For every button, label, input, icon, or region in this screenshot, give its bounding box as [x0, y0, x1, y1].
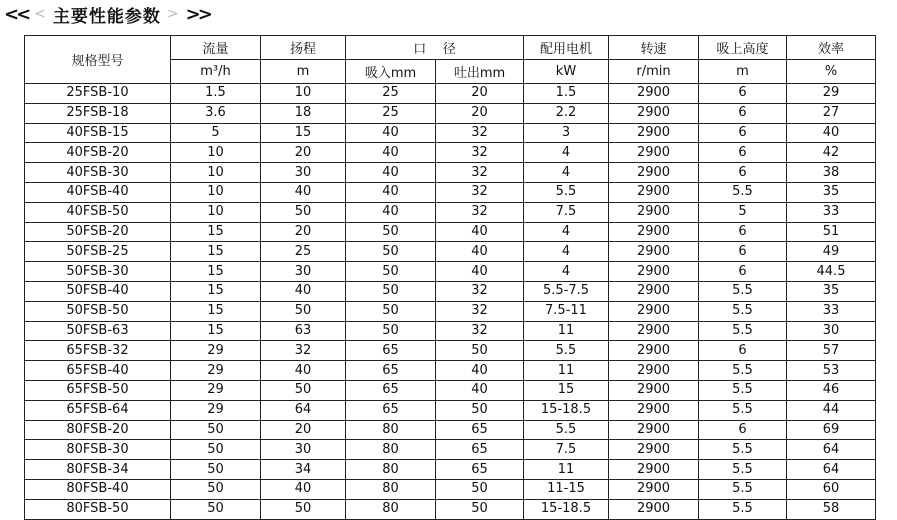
- inlet-cell: 50: [346, 262, 436, 282]
- speed-cell: 2900: [609, 143, 699, 163]
- outlet-cell: 20: [436, 103, 524, 123]
- outlet-cell: 32: [436, 163, 524, 183]
- model-cell: 50FSB-20: [25, 222, 171, 242]
- outlet-cell: 40: [436, 380, 524, 400]
- table-row: [25, 460, 876, 480]
- inlet-cell: 50: [346, 222, 436, 242]
- model-cell: 65FSB-32: [25, 341, 171, 361]
- motor-cell: 7.5: [524, 202, 609, 222]
- flow-cell: 29: [171, 361, 261, 381]
- header-diameter: 口 径: [346, 36, 524, 60]
- motor-cell: 5.5: [524, 420, 609, 440]
- suction-cell: 6: [699, 242, 787, 262]
- inlet-cell: 50: [346, 242, 436, 262]
- speed-cell: 2900: [609, 242, 699, 262]
- spec-table-container: [24, 35, 875, 517]
- table-row: [25, 143, 876, 163]
- header-motor-unit: kW: [524, 60, 609, 84]
- flow-cell: 5: [171, 123, 261, 143]
- motor-cell: 11-15: [524, 479, 609, 499]
- table-row: [25, 84, 876, 104]
- model-cell: 25FSB-10: [25, 84, 171, 104]
- outlet-cell: 32: [436, 143, 524, 163]
- motor-cell: 4: [524, 262, 609, 282]
- suction-cell: 6: [699, 123, 787, 143]
- suction-cell: 5.5: [699, 361, 787, 381]
- table-row: [25, 262, 876, 282]
- suction-cell: 6: [699, 222, 787, 242]
- suction-cell: 6: [699, 103, 787, 123]
- motor-cell: 1.5: [524, 84, 609, 104]
- suction-cell: 6: [699, 420, 787, 440]
- speed-cell: 2900: [609, 361, 699, 381]
- inlet-cell: 80: [346, 420, 436, 440]
- suction-cell: 6: [699, 341, 787, 361]
- speed-cell: 2900: [609, 380, 699, 400]
- model-cell: 40FSB-30: [25, 163, 171, 183]
- flow-cell: 29: [171, 341, 261, 361]
- inlet-cell: 65: [346, 361, 436, 381]
- motor-cell: 15-18.5: [524, 400, 609, 420]
- table-row: [25, 341, 876, 361]
- speed-cell: 2900: [609, 301, 699, 321]
- right-small-mark: >: [166, 6, 180, 22]
- motor-cell: 4: [524, 163, 609, 183]
- head-cell: 50: [261, 380, 346, 400]
- efficiency-cell: 33: [787, 301, 876, 321]
- head-cell: 40: [261, 361, 346, 381]
- left-guillemet-mark: <<: [4, 3, 29, 25]
- speed-cell: 2900: [609, 123, 699, 143]
- model-cell: 65FSB-50: [25, 380, 171, 400]
- head-cell: 20: [261, 143, 346, 163]
- efficiency-cell: 69: [787, 420, 876, 440]
- efficiency-cell: 35: [787, 182, 876, 202]
- table-row: [25, 440, 876, 460]
- efficiency-cell: 27: [787, 103, 876, 123]
- motor-cell: 3: [524, 123, 609, 143]
- efficiency-cell: 35: [787, 281, 876, 301]
- header-flow-unit: m³/h: [171, 60, 261, 84]
- model-cell: 80FSB-50: [25, 499, 171, 519]
- efficiency-cell: 60: [787, 479, 876, 499]
- header-suction: 吸上高度: [699, 36, 787, 60]
- outlet-cell: 65: [436, 440, 524, 460]
- head-cell: 30: [261, 262, 346, 282]
- efficiency-cell: 51: [787, 222, 876, 242]
- suction-cell: 5: [699, 202, 787, 222]
- model-cell: 80FSB-20: [25, 420, 171, 440]
- suction-cell: 6: [699, 163, 787, 183]
- efficiency-cell: 42: [787, 143, 876, 163]
- flow-cell: 50: [171, 440, 261, 460]
- model-cell: 65FSB-40: [25, 361, 171, 381]
- speed-cell: 2900: [609, 103, 699, 123]
- suction-cell: 5.5: [699, 182, 787, 202]
- head-cell: 50: [261, 202, 346, 222]
- flow-cell: 29: [171, 380, 261, 400]
- header-motor: 配用电机: [524, 36, 609, 60]
- model-cell: 50FSB-63: [25, 321, 171, 341]
- table-row: [25, 321, 876, 341]
- suction-cell: 5.5: [699, 281, 787, 301]
- outlet-cell: 40: [436, 361, 524, 381]
- efficiency-cell: 46: [787, 380, 876, 400]
- head-cell: 40: [261, 479, 346, 499]
- speed-cell: 2900: [609, 420, 699, 440]
- flow-cell: 15: [171, 321, 261, 341]
- model-cell: 25FSB-18: [25, 103, 171, 123]
- inlet-cell: 40: [346, 143, 436, 163]
- motor-cell: 7.5-11: [524, 301, 609, 321]
- table-row: [25, 479, 876, 499]
- model-cell: 40FSB-20: [25, 143, 171, 163]
- section-heading: [4, 2, 210, 26]
- efficiency-cell: 53: [787, 361, 876, 381]
- inlet-cell: 40: [346, 182, 436, 202]
- model-cell: 50FSB-30: [25, 262, 171, 282]
- header-efficiency-unit: %: [787, 60, 876, 84]
- motor-cell: 7.5: [524, 440, 609, 460]
- motor-cell: 4: [524, 222, 609, 242]
- header-outlet: 吐出mm: [436, 60, 524, 84]
- suction-cell: 5.5: [699, 380, 787, 400]
- outlet-cell: 32: [436, 281, 524, 301]
- model-cell: 40FSB-40: [25, 182, 171, 202]
- speed-cell: 2900: [609, 202, 699, 222]
- speed-cell: 2900: [609, 84, 699, 104]
- table-row: [25, 380, 876, 400]
- outlet-cell: 65: [436, 420, 524, 440]
- inlet-cell: 80: [346, 460, 436, 480]
- head-cell: 30: [261, 440, 346, 460]
- speed-cell: 2900: [609, 222, 699, 242]
- head-cell: 20: [261, 420, 346, 440]
- outlet-cell: 40: [436, 222, 524, 242]
- model-cell: 50FSB-40: [25, 281, 171, 301]
- model-cell: 50FSB-25: [25, 242, 171, 262]
- suction-cell: 5.5: [699, 440, 787, 460]
- inlet-cell: 40: [346, 123, 436, 143]
- efficiency-cell: 33: [787, 202, 876, 222]
- efficiency-cell: 29: [787, 84, 876, 104]
- table-row: [25, 301, 876, 321]
- outlet-cell: 65: [436, 460, 524, 480]
- flow-cell: 10: [171, 163, 261, 183]
- header-inlet: 吸入mm: [346, 60, 436, 84]
- efficiency-cell: 44.5: [787, 262, 876, 282]
- outlet-cell: 50: [436, 499, 524, 519]
- efficiency-cell: 58: [787, 499, 876, 519]
- flow-cell: 29: [171, 400, 261, 420]
- table-row: [25, 281, 876, 301]
- model-cell: 80FSB-34: [25, 460, 171, 480]
- header-model: 规格型号: [25, 36, 171, 84]
- header-head: 扬程: [261, 36, 346, 60]
- table-row: [25, 202, 876, 222]
- head-cell: 40: [261, 281, 346, 301]
- speed-cell: 2900: [609, 281, 699, 301]
- motor-cell: 4: [524, 242, 609, 262]
- table-row: [25, 163, 876, 183]
- model-cell: 40FSB-15: [25, 123, 171, 143]
- inlet-cell: 65: [346, 400, 436, 420]
- flow-cell: 15: [171, 222, 261, 242]
- motor-cell: 4: [524, 143, 609, 163]
- speed-cell: 2900: [609, 400, 699, 420]
- motor-cell: 11: [524, 361, 609, 381]
- table-row: [25, 499, 876, 519]
- motor-cell: 15-18.5: [524, 499, 609, 519]
- head-cell: 25: [261, 242, 346, 262]
- suction-cell: 5.5: [699, 499, 787, 519]
- head-cell: 63: [261, 321, 346, 341]
- inlet-cell: 50: [346, 321, 436, 341]
- page-title: 主要性能参数: [52, 6, 161, 27]
- outlet-cell: 20: [436, 84, 524, 104]
- inlet-cell: 50: [346, 301, 436, 321]
- speed-cell: 2900: [609, 341, 699, 361]
- inlet-cell: 80: [346, 479, 436, 499]
- table-header: [25, 36, 876, 84]
- model-cell: 65FSB-64: [25, 400, 171, 420]
- left-small-mark: <: [34, 6, 47, 22]
- speed-cell: 2900: [609, 321, 699, 341]
- flow-cell: 50: [171, 479, 261, 499]
- motor-cell: 5.5: [524, 182, 609, 202]
- table-row: [25, 400, 876, 420]
- outlet-cell: 32: [436, 182, 524, 202]
- flow-cell: 10: [171, 143, 261, 163]
- flow-cell: 1.5: [171, 84, 261, 104]
- model-cell: 80FSB-40: [25, 479, 171, 499]
- header-speed: 转速: [609, 36, 699, 60]
- head-cell: 15: [261, 123, 346, 143]
- table-row: [25, 242, 876, 262]
- efficiency-cell: 64: [787, 440, 876, 460]
- efficiency-cell: 30: [787, 321, 876, 341]
- inlet-cell: 50: [346, 281, 436, 301]
- speed-cell: 2900: [609, 479, 699, 499]
- head-cell: 64: [261, 400, 346, 420]
- outlet-cell: 32: [436, 123, 524, 143]
- efficiency-cell: 57: [787, 341, 876, 361]
- header-head-unit: m: [261, 60, 346, 84]
- inlet-cell: 65: [346, 380, 436, 400]
- outlet-cell: 50: [436, 400, 524, 420]
- motor-cell: 5.5: [524, 341, 609, 361]
- speed-cell: 2900: [609, 460, 699, 480]
- outlet-cell: 40: [436, 242, 524, 262]
- outlet-cell: 50: [436, 341, 524, 361]
- head-cell: 34: [261, 460, 346, 480]
- inlet-cell: 40: [346, 163, 436, 183]
- flow-cell: 15: [171, 242, 261, 262]
- suction-cell: 5.5: [699, 321, 787, 341]
- head-cell: 10: [261, 84, 346, 104]
- flow-cell: 10: [171, 182, 261, 202]
- flow-cell: 50: [171, 499, 261, 519]
- header-flow: 流量: [171, 36, 261, 60]
- flow-cell: 10: [171, 202, 261, 222]
- model-cell: 40FSB-50: [25, 202, 171, 222]
- speed-cell: 2900: [609, 182, 699, 202]
- flow-cell: 15: [171, 301, 261, 321]
- speed-cell: 2900: [609, 499, 699, 519]
- table-row: [25, 103, 876, 123]
- flow-cell: 3.6: [171, 103, 261, 123]
- suction-cell: 5.5: [699, 460, 787, 480]
- speed-cell: 2900: [609, 163, 699, 183]
- motor-cell: 15: [524, 380, 609, 400]
- motor-cell: 5.5-7.5: [524, 281, 609, 301]
- motor-cell: 2.2: [524, 103, 609, 123]
- table-body: [25, 84, 876, 520]
- flow-cell: 50: [171, 420, 261, 440]
- head-cell: 50: [261, 499, 346, 519]
- inlet-cell: 80: [346, 499, 436, 519]
- suction-cell: 5.5: [699, 400, 787, 420]
- inlet-cell: 40: [346, 202, 436, 222]
- inlet-cell: 65: [346, 341, 436, 361]
- inlet-cell: 25: [346, 103, 436, 123]
- head-cell: 30: [261, 163, 346, 183]
- head-cell: 50: [261, 301, 346, 321]
- head-cell: 40: [261, 182, 346, 202]
- flow-cell: 15: [171, 281, 261, 301]
- outlet-cell: 32: [436, 202, 524, 222]
- table-row: [25, 420, 876, 440]
- table-row: [25, 361, 876, 381]
- efficiency-cell: 49: [787, 242, 876, 262]
- model-cell: 80FSB-30: [25, 440, 171, 460]
- head-cell: 32: [261, 341, 346, 361]
- speed-cell: 2900: [609, 440, 699, 460]
- table-row: [25, 182, 876, 202]
- suction-cell: 6: [699, 262, 787, 282]
- spec-table: [24, 35, 876, 520]
- motor-cell: 11: [524, 321, 609, 341]
- right-guillemet-mark: >>: [185, 3, 210, 25]
- suction-cell: 5.5: [699, 301, 787, 321]
- table-row: [25, 123, 876, 143]
- header-efficiency: 效率: [787, 36, 876, 60]
- outlet-cell: 32: [436, 301, 524, 321]
- motor-cell: 11: [524, 460, 609, 480]
- flow-cell: 50: [171, 460, 261, 480]
- inlet-cell: 25: [346, 84, 436, 104]
- flow-cell: 15: [171, 262, 261, 282]
- suction-cell: 5.5: [699, 479, 787, 499]
- head-cell: 20: [261, 222, 346, 242]
- suction-cell: 6: [699, 84, 787, 104]
- efficiency-cell: 64: [787, 460, 876, 480]
- table-row: [25, 222, 876, 242]
- head-cell: 18: [261, 103, 346, 123]
- outlet-cell: 32: [436, 321, 524, 341]
- outlet-cell: 40: [436, 262, 524, 282]
- outlet-cell: 50: [436, 479, 524, 499]
- header-speed-unit: r/min: [609, 60, 699, 84]
- speed-cell: 2900: [609, 262, 699, 282]
- model-cell: 50FSB-50: [25, 301, 171, 321]
- header-suction-unit: m: [699, 60, 787, 84]
- efficiency-cell: 40: [787, 123, 876, 143]
- efficiency-cell: 38: [787, 163, 876, 183]
- inlet-cell: 80: [346, 440, 436, 460]
- suction-cell: 6: [699, 143, 787, 163]
- efficiency-cell: 44: [787, 400, 876, 420]
